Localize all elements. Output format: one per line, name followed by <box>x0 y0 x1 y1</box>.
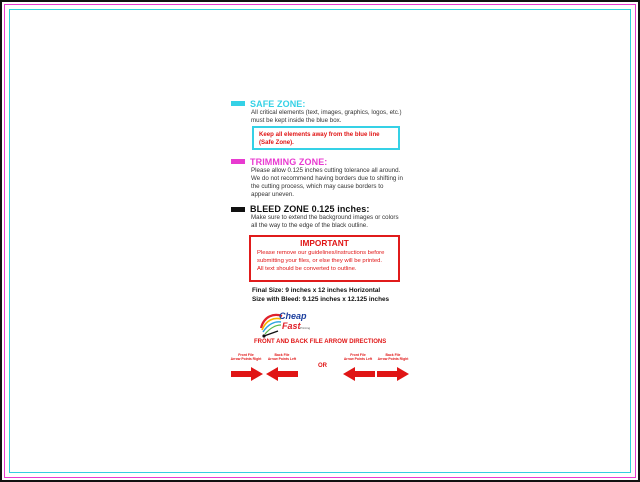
left-back-label-2: Arrow Points Left <box>267 357 297 361</box>
right-back-label-2: Arrow Points Right <box>377 357 409 361</box>
final-size: Final Size: 9 inches x 12 inches Horizontal <box>252 287 381 294</box>
bleed-zone-title: BLEED ZONE 0.125 inches: <box>250 204 370 214</box>
trimming-zone-title: TRIMMING ZONE: <box>250 157 328 167</box>
trimming-zone-swatch <box>231 159 245 164</box>
safe-zone-title: SAFE ZONE: <box>250 99 306 109</box>
safe-zone-text-1: All critical elements (text, images, graphics, logos, etc.) <box>251 109 402 116</box>
important-heading: IMPORTANT <box>300 238 349 248</box>
trimming-zone-text-3: the cutting process, which may cause borders to <box>251 183 384 190</box>
right-front-label <box>340 353 376 361</box>
safe-zone-text-2: must be kept inside the blue box. <box>251 117 342 124</box>
right-front-label-2: Arrow Points Left <box>343 357 373 361</box>
left-back-label <box>264 353 300 361</box>
or-separator: OR <box>318 363 327 369</box>
safe-zone-callout-line-2: (Safe Zone). <box>259 139 294 146</box>
right-back-label-1: Back File <box>385 353 401 357</box>
safe-zone-swatch <box>231 101 245 106</box>
bleed-zone-text-1: Make sure to extend the background images or colors <box>251 214 399 221</box>
arrow-right-icon <box>377 367 409 381</box>
arrow-left-icon <box>266 367 298 381</box>
right-front-label-1: Front File <box>350 353 366 357</box>
safe-zone-callout-line-1: Keep all elements away from the blue line <box>259 131 380 138</box>
cheap-fast-printing-logo <box>258 310 318 340</box>
trimming-zone-text-4: appear uneven. <box>251 191 295 198</box>
trimming-zone-text-1: Please allow 0.125 inches cutting tolerance all around. <box>251 167 401 174</box>
size-with-bleed: Size with Bleed: 9.125 inches x 12.125 inches <box>252 296 390 303</box>
arrow-directions-title: FRONT AND BACK FILE ARROW DIRECTIONS <box>254 339 387 345</box>
left-front-label-2: Arrow Points Right <box>230 357 262 361</box>
logo-word-cheap: Cheap <box>279 311 307 321</box>
arrow-right-icon <box>231 367 263 381</box>
left-back-label-1: Back File <box>274 353 290 357</box>
safe-zone-callout <box>252 126 400 150</box>
important-text-1: Please remove our guidelines/instructions before <box>257 250 385 256</box>
important-text-2: submitting your files, or else they will be printed. <box>257 257 383 264</box>
trimming-zone-text-2: We do not recommend having borders due to shifting in <box>251 175 403 182</box>
important-text-3: All text should be converted to outline. <box>257 265 357 272</box>
bleed-zone-text-2: all the way to the edge of the black outline. <box>251 222 368 229</box>
important-callout <box>249 235 400 282</box>
left-front-label <box>228 353 264 361</box>
logo-word-printing: Printing <box>300 326 311 330</box>
arrow-left-icon <box>343 367 375 381</box>
right-back-label <box>375 353 411 361</box>
logo-word-fast: Fast <box>282 321 301 331</box>
bleed-zone-swatch <box>231 207 245 212</box>
left-front-label-1: Front File <box>238 353 254 357</box>
